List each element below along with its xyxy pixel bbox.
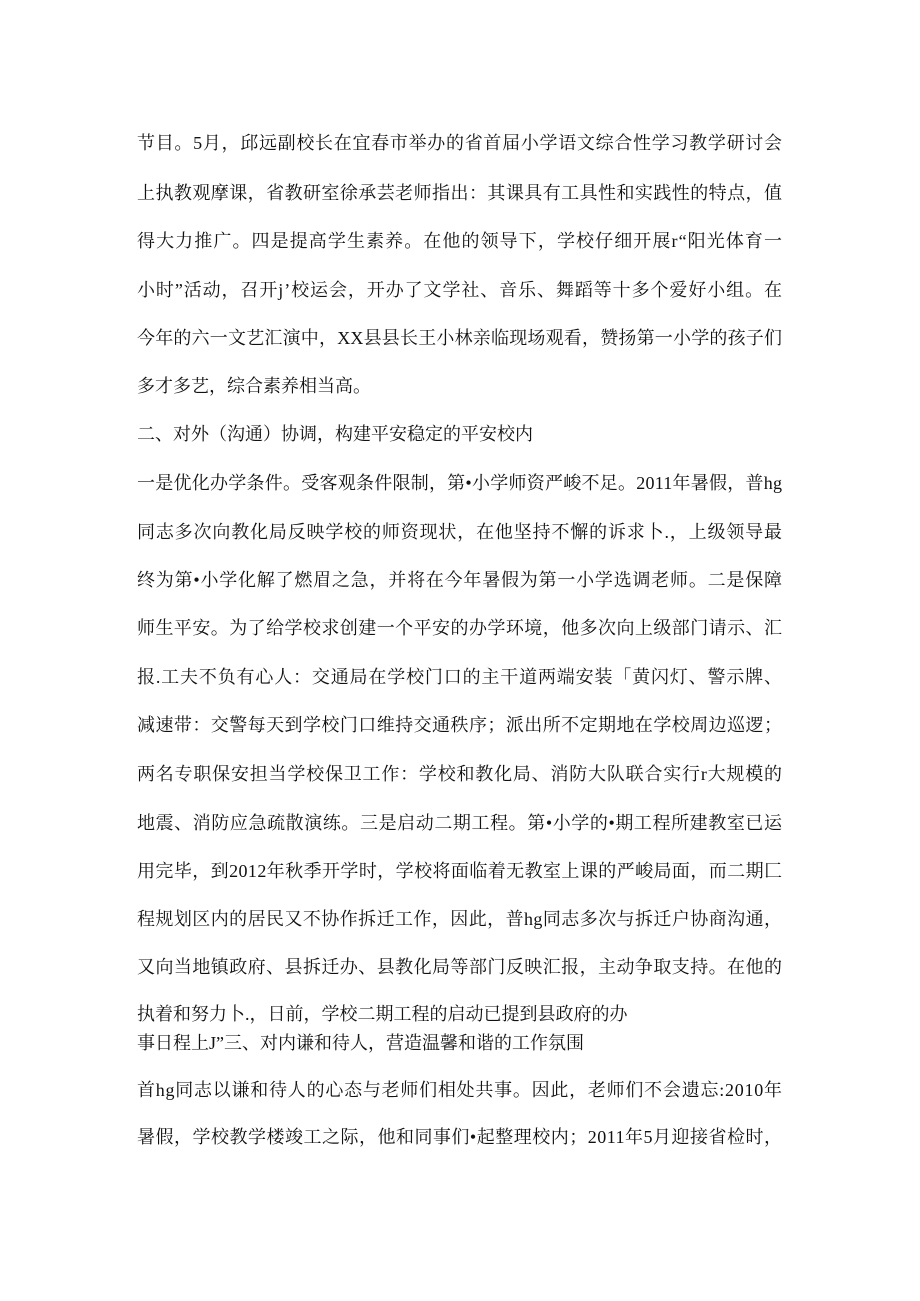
text-line: 报.工夫不负有心人：交通局在学校门口的主干道两端安装「黄闪灯、警示牌、 — [137, 667, 783, 687]
text-line: 执着和努力卜.，日前，学校二期工程的启动已提到县政府的办 — [137, 1004, 628, 1024]
text-line: 上执教观摩课，省教研室徐承芸老师指出：其课具有工具性和实践性的特点，值 — [137, 183, 783, 203]
text-line: 小时”活动，召开j’校运会，开办了文学社、音乐、舞蹈等十多个爱好小组。在 — [137, 280, 783, 300]
text-line: 多才多艺，综合素养相当高。 — [137, 376, 371, 396]
section-heading: 二、对外（沟通）协调，构建平安稳定的平安校内 — [137, 424, 533, 444]
text-line: 师生平安。为了给学校求创建一个平安的办学环境，他多次向上级部门请示、汇 — [137, 618, 783, 638]
section-heading: 事日程上J”三、对内谦和待人，营造温馨和谐的工作氛围 — [137, 1033, 584, 1053]
text-line: 节目。5月，邱远副校长在宜春市举办的省首届小学语文综合性学习教学研讨会 — [137, 133, 783, 153]
text-line: 终为第•小学化解了燃眉之急，并将在今年暑假为第一小学选调老师。二是保障 — [137, 570, 783, 590]
text-line: 程规划区内的居民又不协作拆迁工作，因此，普hg同志多次与拆迁户协商沟通， — [137, 909, 783, 929]
text-line: 首hg同志以谦和待人的心态与老师们相处共事。因此，老师们不会遗忘:2010年 — [137, 1080, 783, 1100]
text-line: 又向当地镇政府、县拆迁办、县教化局等部门反映汇报，主动争取支持。在他的 — [137, 957, 783, 977]
text-line: 今年的六一文艺汇演中，XX县县长王小林亲临现场观看，赞扬第一小学的孩子们 — [137, 328, 783, 348]
text-line: 地震、消防应急疏散演练。三是启动二期工程。第•小学的•期工程所建教室已运 — [137, 813, 783, 833]
text-line: 暑假，学校教学楼竣工之际，他和同事们•起整理校内；2011年5月迎接省检时， — [137, 1127, 783, 1147]
text-line: 一是优化办学条件。受客观条件限制，第•小学师资严峻不足。2011年暑假，普hg — [137, 473, 783, 493]
text-line: 得大力推广。四是提高学生素养。在他的领导下，学校仔细开展r“阳光体育一 — [137, 231, 784, 251]
text-line: 减速带：交警每天到学校门口维持交通秩序；派出所不定期地在学校周边巡逻； — [137, 715, 783, 735]
text-line: 用完毕，到2012年秋季开学时，学校将面临着无教室上课的严峻局面，而二期匚 — [137, 861, 783, 881]
text-line: 两名专职保安担当学校保卫工作：学校和教化局、消防大队联合实行r大规模的 — [137, 764, 783, 784]
text-line: 同志多次向教化局反映学校的师资现状，在他坚持不懈的诉求卜.，上级领导最 — [137, 522, 783, 542]
